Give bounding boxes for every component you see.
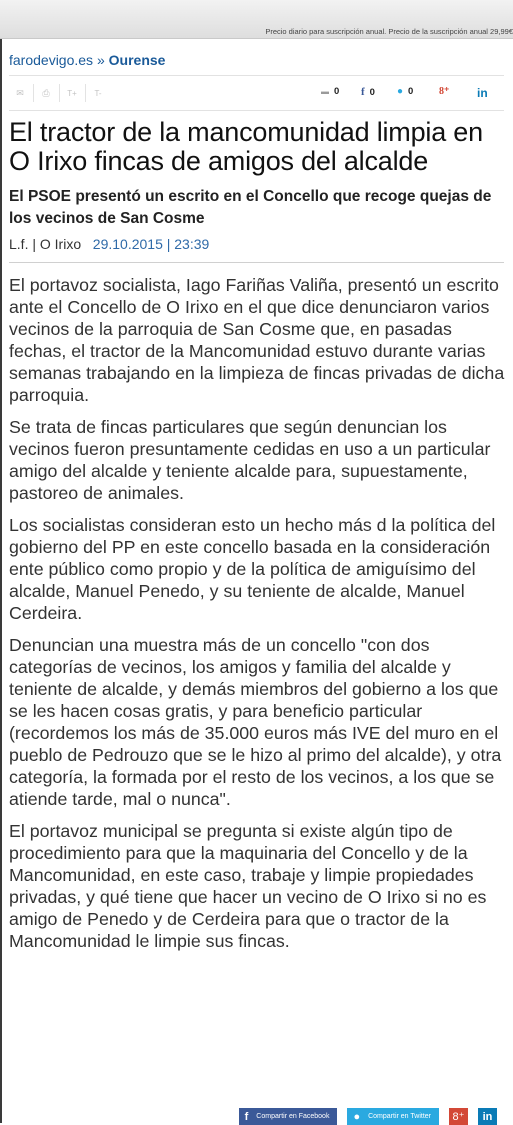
share-facebook-button[interactable] xyxy=(239,1108,338,1125)
divider xyxy=(9,262,504,263)
breadcrumb-section-link[interactable]: Ourense xyxy=(108,52,166,68)
googleplus-icon: 8⁺ xyxy=(452,1111,465,1123)
article-author: L.f. | O Irixo xyxy=(9,236,82,252)
print-icon[interactable]: ⎙ xyxy=(33,84,58,102)
article-paragraph: El portavoz municipal se pregunta si existe algún tipo de procedimiento para que la maquinaria del Concello y de la Mancomunidad, en este caso, trabaje y limpie propiedades privadas, y qué tiene que hacer un vecino de O Irixo si no es amigo de Penedo y de Cerdeira para que o tractor de la Mancomunidad le limpie sus fincas. xyxy=(9,821,487,951)
article-paragraph: Denuncian una muestra más de un concello "con dos categorías de vecinos, los amigos y familia del alcalde y teniente de alcalde, y demás miembros del gobierno a los que se les hacen cosas gratis, y para beneficio particular (recordemos los más de 35.000 euros más IVE del muro en el pueblo de Pedrouzo que se le hizo al primo del alcalde), y otra categoría, la formada por el resto de los vecinos, a los que se atiende tarde, mal o nunca". xyxy=(9,635,502,809)
linkedin-icon: in xyxy=(482,1110,493,1123)
article-datetime: 29.10.2015 | 23:39 xyxy=(92,236,210,252)
twitter-icon: ● xyxy=(397,86,404,97)
comment-count[interactable]: ▬ 0 xyxy=(321,86,340,97)
top-promo-bar xyxy=(0,0,513,39)
share-linkedin-button[interactable] xyxy=(478,1108,497,1125)
linkedin-icon[interactable]: in xyxy=(477,86,488,100)
facebook-icon: f xyxy=(361,86,365,98)
article-paragraph: Los socialistas consideran esto un hecho más d la política del gobierno del PP en este concello basada en la consideración ente público como propio y de la política de amiguísimo del alcalde, Manuel Penedo, y su teniente de alcalde, Manuel Cerdeira. xyxy=(9,515,496,623)
comment-icon: ▬ xyxy=(321,87,329,96)
facebook-count[interactable]: f 0 xyxy=(361,86,375,98)
article-toolbar xyxy=(9,84,504,104)
share-googleplus-button[interactable] xyxy=(449,1108,468,1125)
googleplus-icon[interactable]: 8⁺ xyxy=(439,86,450,97)
share-twitter-button[interactable] xyxy=(347,1108,439,1125)
twitter-icon: ● xyxy=(353,1110,361,1123)
article-byline xyxy=(9,236,209,252)
facebook-icon: f xyxy=(244,1110,249,1123)
share-facebook-label: Compartir en Facebook xyxy=(256,1113,330,1120)
share-twitter-label: Compartir en Twitter xyxy=(368,1113,431,1120)
divider xyxy=(9,75,504,76)
article-title: El tractor de la mancomunidad limpia en O Irixo fincas de amigos del alcalde xyxy=(9,117,483,176)
subscription-promo-text: Precio diario para suscripción anual. Precio de la suscripción anual 29,99€ xyxy=(265,27,513,36)
email-icon[interactable]: ✉ xyxy=(16,87,24,98)
text-decrease-icon[interactable]: T- xyxy=(85,84,110,102)
article-subtitle: El PSOE presentó un escrito en el Concello que recoge quejas de los vecinos de San Cosme xyxy=(9,188,492,227)
breadcrumb-separator: » xyxy=(96,52,105,68)
text-increase-icon[interactable]: T+ xyxy=(59,84,84,102)
article-paragraph: Se trata de fincas particulares que según denuncian los vecinos fueron presuntamente cedidas en uso a un particular amigo del alcalde y teniente alcalde para, supuestamente, pastoreo de animales. xyxy=(9,417,491,503)
article-paragraph: El portavoz socialista, Iago Fariñas Valiña, presentó un escrito ante el Concello de O Irixo en el que dice denunciaron varios vecinos de la parroquia de San Cosme que, en pasadas fechas, el tractor de la Mancomunidad estuvo durante varias semanas trabajando en la limpieza de fincas privadas de dicha parroquia. xyxy=(9,275,505,405)
twitter-count[interactable]: ● 0 xyxy=(397,86,414,97)
article-body xyxy=(9,274,505,962)
share-bar xyxy=(239,1108,497,1125)
divider xyxy=(9,110,504,111)
breadcrumb-site-link[interactable]: farodevigo.es xyxy=(9,52,94,68)
window-left-edge xyxy=(0,0,2,1123)
breadcrumb xyxy=(9,52,165,68)
